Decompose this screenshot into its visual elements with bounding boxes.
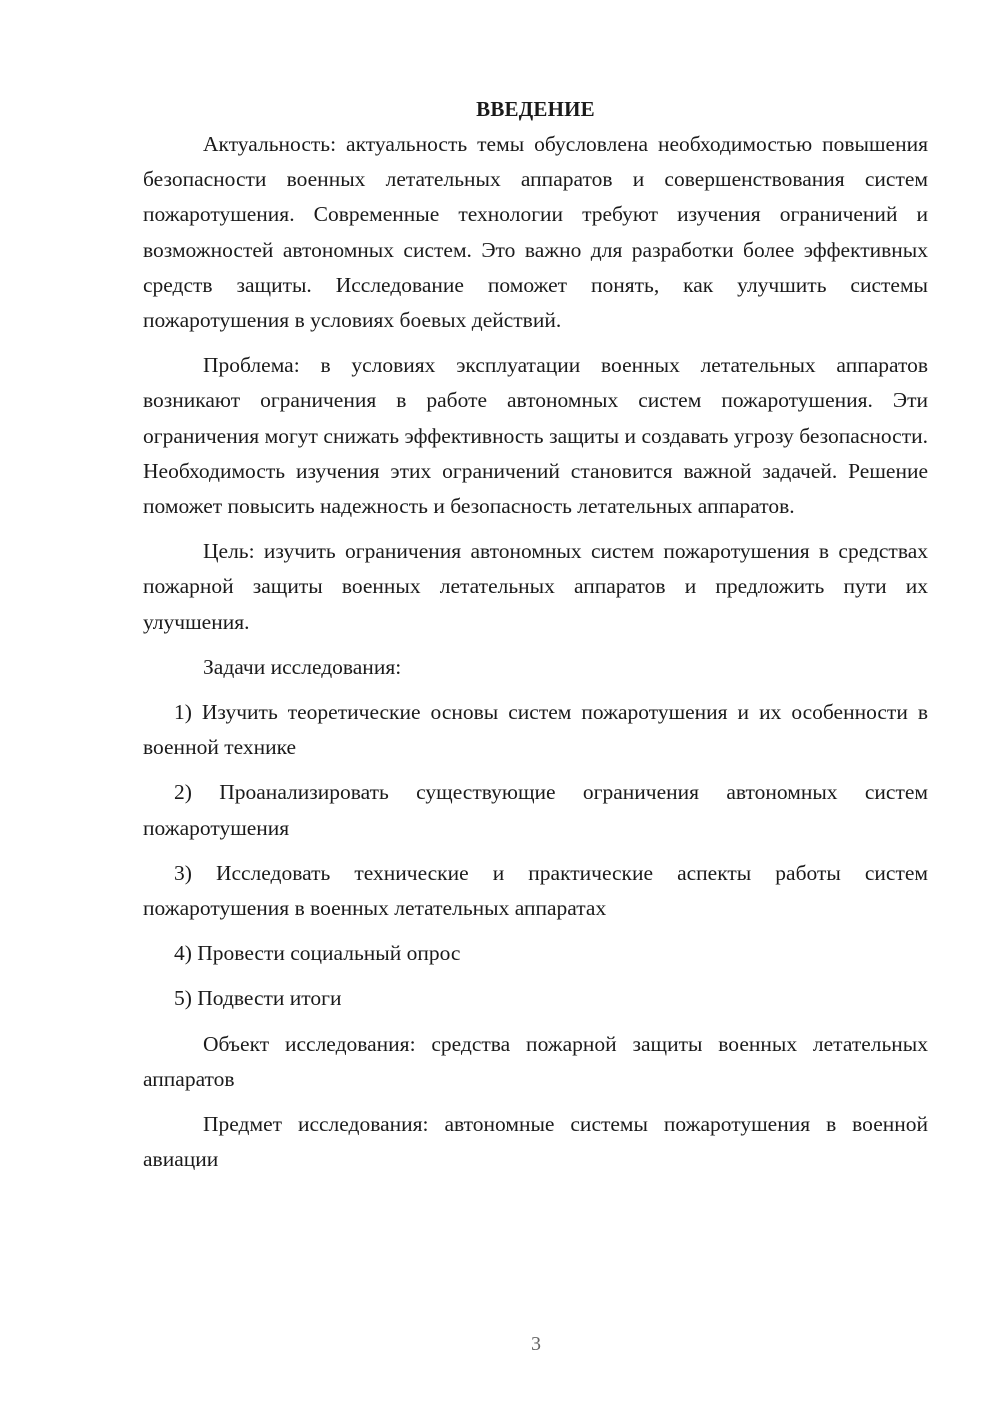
paragraph-relevance: Актуальность: актуальность темы обусловлена необходимостью повышения безопасности военных летательных аппаратов и совершенствования систем пожаротушения. Современные технологии требуют изучения ограничений и возможностей автономных систем. Это важно для разработки более эффективных средств защиты. Исследование поможет понять, как улучшить системы пожаротушения в условиях боевых действий. [143,132,928,333]
paragraph-subject: Предмет исследования: автономные системы пожаротушения в военной авиации [143,1112,928,1172]
task-item-5: 5) Подвести итоги [174,986,342,1011]
paragraph-goal: Цель: изучить ограничения автономных систем пожаротушения в средствах пожарной защиты военных летательных аппаратов и предложить пути их улучшения. [143,539,928,634]
page-number: 3 [531,1333,541,1355]
task-item-3: 3) Исследовать технические и практические аспекты работы систем пожаротушения в военных летательных аппаратах [143,860,928,921]
paragraph-object: Объект исследования: средства пожарной защиты военных летательных аппаратов [143,1031,928,1091]
section-title: ВВЕДЕНИЕ [476,97,595,121]
task-item-4: 4) Провести социальный опрос [174,941,461,966]
paragraph-problem: Проблема: в условиях эксплуатации военных летательных аппаратов возникают ограничения в работе автономных систем пожаротушения. Эти ограничения могут снижать эффективность защиты и создавать угрозу безопасности. Необходимость изучения этих ограничений становится важной задачей. Решение поможет повысить надежность и безопасность летательных аппаратов. [143,353,928,519]
page-content [143,92,928,1187]
task-item-2: 2) Проанализировать существующие ограничения автономных систем пожаротушения [143,780,928,840]
task-item-1: 1) Изучить теоретические основы систем пожаротушения и их особенности в военной технике [143,700,928,760]
tasks-heading: Задачи исследования: [203,654,402,679]
